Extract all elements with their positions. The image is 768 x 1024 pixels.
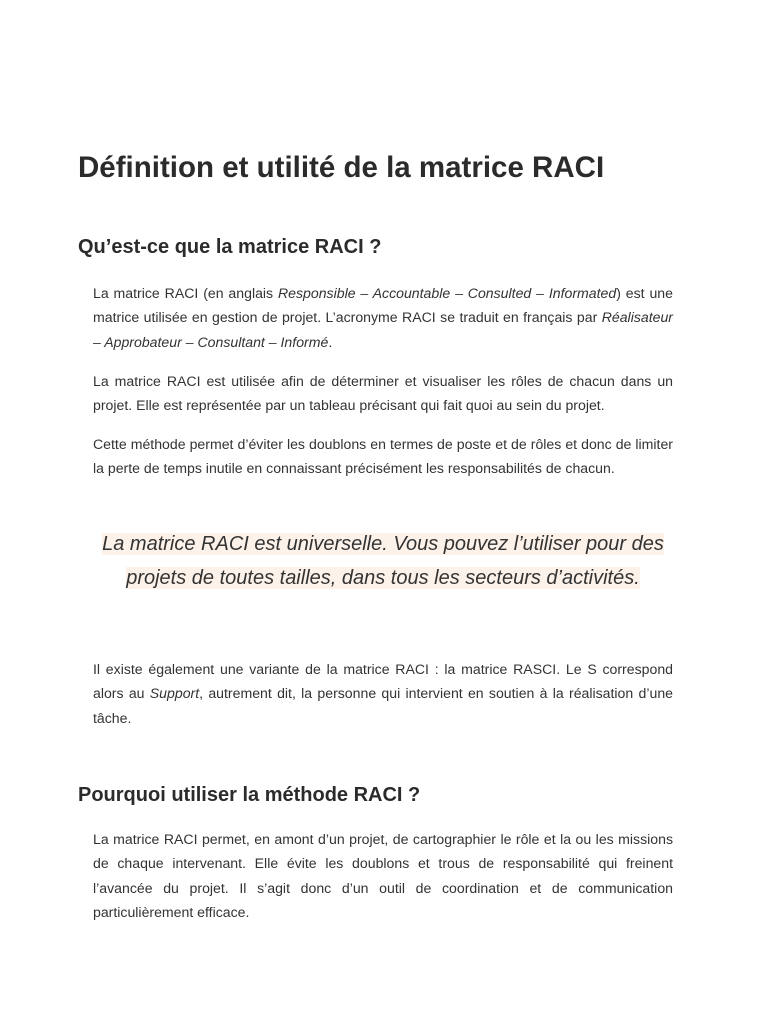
text-segment: La matrice RACI permet, en amont d’un projet, de cartographier le rôle et la ou les missions de chaque intervenant. Elle évite les doublons et trous de responsabilité qui freinent l’avancée du projet. Il s’agit donc d’un outil de coordination et de communication particulièrement efficace. — [93, 830, 673, 921]
pull-quote-text: La matrice RACI est universelle. Vous pouvez l’utiliser pour des projets de toutes tailles, dans tous les secteurs d’activités. — [102, 533, 664, 589]
pull-quote — [93, 528, 673, 595]
section-why-use-raci — [78, 783, 768, 925]
paragraph — [93, 827, 673, 925]
paragraph — [93, 432, 673, 481]
text-segment: La matrice RACI est utilisée afin de déterminer et visualiser les rôles de chacun dans un projet. Elle est représentée par un tableau précisant qui fait quoi au sein du projet. — [93, 372, 673, 414]
paragraph — [93, 657, 673, 731]
text-segment: La matrice RACI (en anglais — [93, 284, 278, 301]
text-segment: ) est une matrice utilisée en gestion de projet. L’acronyme RACI se traduit en français par — [93, 284, 673, 326]
text-segment: Cette méthode permet d’éviter les doublons en termes de poste et de rôles et donc de limiter la perte de temps inutile en connaissant précisément les responsabilités de chacun. — [93, 435, 673, 477]
text-segment: , autrement dit, la personne qui intervient en soutien à la réalisation d’une tâche. — [93, 685, 673, 726]
section-heading: Pourquoi utiliser la méthode RACI ? — [78, 784, 421, 806]
paragraph — [93, 369, 673, 418]
page-title: Définition et utilité de la matrice RACI — [78, 151, 605, 184]
text-segment: Il existe également une variante de la matrice RACI : la matrice RASCI. Le S correspond alors au — [93, 660, 673, 702]
italic-term: Responsible – Accountable – Consulted – Informated — [277, 284, 617, 301]
section-what-is-raci — [78, 235, 768, 730]
italic-term: Réalisateur – Approbateur – Consultant – Informé — [93, 309, 673, 350]
italic-term: Support — [149, 685, 200, 702]
paragraph — [93, 281, 673, 355]
text-segment: . — [328, 333, 333, 350]
section-heading: Qu’est-ce que la matrice RACI ? — [78, 236, 382, 258]
